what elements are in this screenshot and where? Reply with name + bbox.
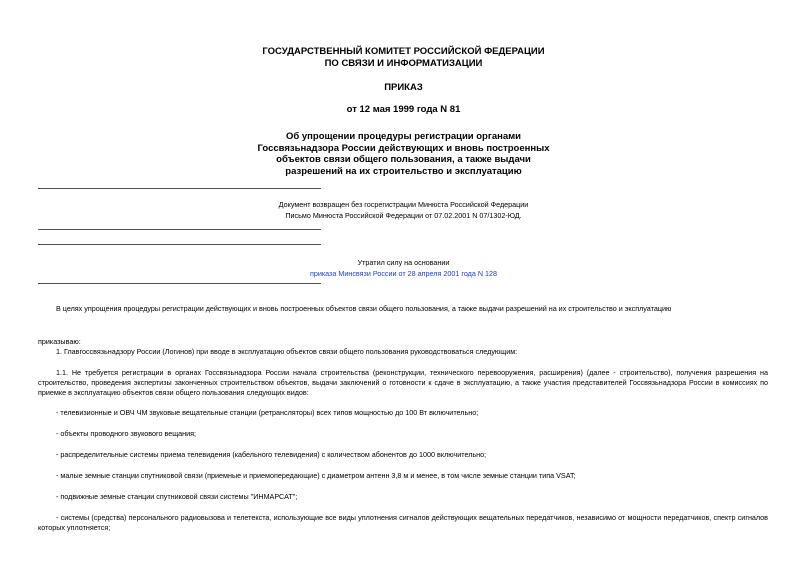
divider-line bbox=[38, 188, 321, 189]
item-1: 1. Главгоссвязьнадзору России (Логинов) при вводе в эксплуатацию объектов связи общего пользования руководствоваться следующим: bbox=[56, 347, 518, 356]
divider-line bbox=[38, 229, 321, 230]
registration-note bbox=[0, 199, 807, 221]
list-item: - распределительные системы приема телевидения (кабельного телевидения) с количеством абонентов до 1000 включительно; bbox=[56, 450, 487, 459]
list-item: - объекты проводного звукового вещания; bbox=[56, 429, 197, 438]
list-item: - малые земные станции спутниковой связи (приемные и приемопередающие) с диаметром антенн 3,8 м и менее, в том числе земные станции типа VSAT; bbox=[56, 471, 576, 480]
list-item: - подвижные земные станции спутниковой связи системы "ИНМАРСАТ"; bbox=[56, 492, 298, 501]
invalidating-order-link[interactable]: приказа Минсвязи России от 28 апреля 2001 года N 128 bbox=[309, 269, 498, 278]
list-item: - телевизионные и ОВЧ ЧМ звуковые вещательные станции (ретрансляторы) всех типов мощностью до 100 Вт включительно; bbox=[56, 408, 479, 417]
title-line4: разрешений на их строительство и эксплуатацию bbox=[285, 165, 522, 177]
list-item: - системы (средства) персонального радиовызова и телетекста, использующие все виды уплотнения сигналов действующих вещательных передатчиков, независимо от мощности передатчиков, спектр сигналов которых уплотняется; bbox=[38, 513, 768, 532]
order-word: приказываю: bbox=[38, 337, 81, 346]
committee-name-line1: ГОСУДАРСТВЕННЫЙ КОМИТЕТ РОССИЙСКОЙ ФЕДЕРАЦИИ bbox=[262, 46, 545, 57]
registration-note-line2: Письмо Минюста Российской Федерации от 07.02.2001 N 07/1302-ЮД. bbox=[285, 211, 522, 220]
title-line1: Об упрощении процедуры регистрации органами bbox=[285, 131, 521, 142]
divider-line bbox=[38, 244, 321, 245]
intro-paragraph: В целях упрощения процедуры регистрации действующих и вновь построенных объектов связи общего пользования, а также выдачи разрешений на их строительство и эксплуатацию bbox=[56, 304, 672, 313]
title-line3: объектов связи общего пользования, а также выдачи bbox=[276, 154, 531, 165]
document-date: от 12 мая 1999 года N 81 bbox=[346, 104, 461, 115]
invalidation-note bbox=[0, 257, 807, 279]
item-1-1: 1.1. Не требуется регистрации в органах Госсвязьнадзора России начала строительства (реконструкции, технического перевооружения, расширения) (далее - строительство), получения разрешения на строительство, проведения экспертизы законченных строительством объектов, выдачи заключений о готовности к сдаче в эксплуатацию, а также участия представителей Госсвязьнадзора России в комиссиях по приемке в эксплуатацию объектов связи общего пользования следующих видов: bbox=[38, 368, 768, 397]
committee-name-line2: ПО СВЯЗИ И ИНФОРМАТИЗАЦИИ bbox=[324, 58, 483, 69]
document-type: ПРИКАЗ bbox=[384, 82, 423, 93]
title-line2: Госсвязьнадзора России действующих и вновь построенных bbox=[257, 142, 550, 154]
document-title bbox=[0, 131, 807, 177]
registration-note-line1: Документ возвращен без госрегистрации Минюста Российской Федерации bbox=[278, 200, 529, 209]
invalidation-note-line1: Утратил силу на основании bbox=[357, 258, 450, 267]
divider-line bbox=[38, 283, 321, 284]
